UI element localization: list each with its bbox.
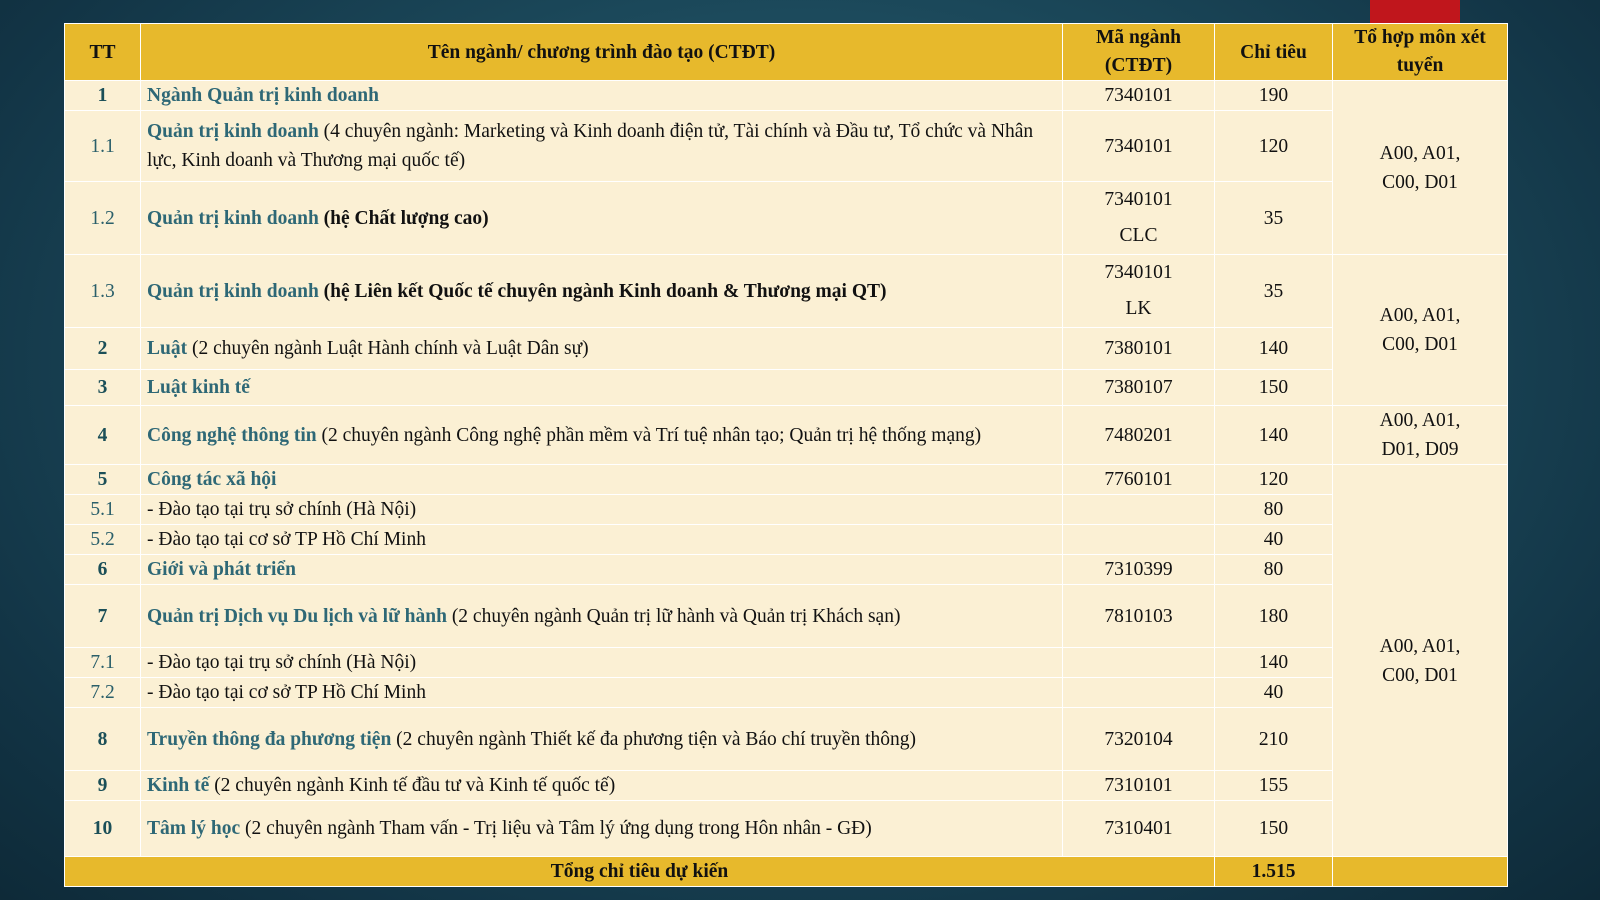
program-code-cell bbox=[1063, 255, 1215, 328]
program-cell bbox=[141, 328, 1063, 370]
program-quota: 210 bbox=[1215, 708, 1333, 771]
program-name: Công tác xã hội bbox=[147, 469, 277, 490]
table-row bbox=[65, 678, 1508, 708]
table-row bbox=[65, 771, 1508, 801]
table-row bbox=[65, 255, 1508, 328]
program-quota: 120 bbox=[1215, 111, 1333, 182]
header-subject-combo: Tổ hợp môn xét tuyển bbox=[1333, 24, 1508, 81]
program-quota: 140 bbox=[1215, 328, 1333, 370]
header-row bbox=[65, 24, 1508, 81]
subject-combo-line: C00, D01 bbox=[1382, 334, 1458, 355]
header-program-name: Tên ngành/ chương trình đào tạo (CTĐT) bbox=[141, 24, 1063, 81]
subject-combo-line: A00, A01, bbox=[1379, 142, 1461, 164]
row-number: 7.2 bbox=[65, 678, 141, 708]
program-name: Ngành Quản trị kinh doanh bbox=[147, 85, 379, 106]
program-cell bbox=[141, 255, 1063, 328]
row-number: 6 bbox=[65, 555, 141, 585]
row-number: 7 bbox=[65, 585, 141, 648]
total-label: Tổng chỉ tiêu dự kiến bbox=[65, 857, 1215, 887]
program-quota: 35 bbox=[1215, 182, 1333, 255]
program-cell bbox=[141, 648, 1063, 678]
program-name: Quản trị Dịch vụ Du lịch và lữ hành bbox=[147, 605, 447, 627]
program-cell bbox=[141, 801, 1063, 857]
program-code-suffix: CLC bbox=[1119, 225, 1158, 246]
program-description: - Đào tạo tại cơ sở TP Hồ Chí Minh bbox=[147, 529, 426, 550]
program-description: - Đào tạo tại trụ sở chính (Hà Nội) bbox=[147, 499, 417, 520]
program-name: Quản trị kinh doanh bbox=[147, 207, 319, 229]
table-row bbox=[65, 182, 1508, 255]
table-row bbox=[65, 801, 1508, 857]
program-cell bbox=[141, 525, 1063, 555]
program-description: (2 chuyên ngành Công nghệ phần mềm và Trí tuệ nhân tạo; Quản trị hệ thống mạng) bbox=[316, 424, 982, 446]
table-row bbox=[65, 406, 1508, 465]
table-row bbox=[65, 525, 1508, 555]
header-tt: TT bbox=[65, 24, 141, 81]
program-code bbox=[1063, 678, 1215, 708]
table-row bbox=[65, 465, 1508, 495]
program-cell bbox=[141, 771, 1063, 801]
row-number: 8 bbox=[65, 708, 141, 771]
table-row bbox=[65, 111, 1508, 182]
program-quota: 35 bbox=[1215, 255, 1333, 328]
program-description: - Đào tạo tại trụ sở chính (Hà Nội) bbox=[147, 652, 417, 673]
program-name: Công nghệ thông tin bbox=[147, 424, 317, 446]
table-row bbox=[65, 555, 1508, 585]
program-code-cell bbox=[1063, 182, 1215, 255]
program-code bbox=[1063, 648, 1215, 678]
program-description: (2 chuyên ngành Kinh tế đầu tư và Kinh tế quốc tế) bbox=[209, 775, 616, 796]
program-code: 7310399 bbox=[1063, 555, 1215, 585]
program-quota: 180 bbox=[1215, 585, 1333, 648]
subject-combo-line: A00, A01, bbox=[1379, 410, 1461, 431]
program-quota: 155 bbox=[1215, 771, 1333, 801]
row-number: 3 bbox=[65, 370, 141, 406]
program-name: Kinh tế bbox=[147, 775, 210, 796]
program-name: Luật bbox=[147, 338, 188, 359]
program-cell bbox=[141, 370, 1063, 406]
program-cell bbox=[141, 406, 1063, 465]
program-code: 7380101 bbox=[1063, 328, 1215, 370]
table-row bbox=[65, 708, 1508, 771]
program-code: 7480201 bbox=[1063, 406, 1215, 465]
program-description: (2 chuyên ngành Luật Hành chính và Luật Dân sự) bbox=[187, 338, 589, 359]
program-cell bbox=[141, 678, 1063, 708]
program-quota: 150 bbox=[1215, 370, 1333, 406]
program-cell bbox=[141, 111, 1063, 182]
program-code: 7320104 bbox=[1063, 708, 1215, 771]
subject-combo-cell bbox=[1333, 465, 1508, 857]
subject-combo-line: A00, A01, bbox=[1379, 305, 1461, 326]
program-code: 7310101 bbox=[1063, 771, 1215, 801]
row-number: 1.2 bbox=[65, 182, 141, 255]
subject-combo-line: D01, D09 bbox=[1381, 439, 1459, 460]
program-code-suffix: LK bbox=[1125, 298, 1152, 319]
program-description: (hệ Liên kết Quốc tế chuyên ngành Kinh doanh & Thương mại QT) bbox=[318, 280, 887, 302]
program-description: (2 chuyên ngành Thiết kế đa phương tiện và Báo chí truyền thông) bbox=[391, 728, 916, 750]
accent-tab bbox=[1370, 0, 1460, 24]
program-quota: 80 bbox=[1215, 495, 1333, 525]
table-row bbox=[65, 648, 1508, 678]
program-code bbox=[1063, 495, 1215, 525]
program-quota: 140 bbox=[1215, 406, 1333, 465]
program-code: 7310401 bbox=[1063, 801, 1215, 857]
program-name: Quản trị kinh doanh bbox=[147, 280, 319, 302]
program-code bbox=[1063, 525, 1215, 555]
program-name: Truyền thông đa phương tiện bbox=[147, 728, 392, 750]
subject-combo-cell bbox=[1333, 406, 1508, 465]
row-number: 1.1 bbox=[65, 111, 141, 182]
program-quota: 190 bbox=[1215, 81, 1333, 111]
program-name: Quản trị kinh doanh bbox=[147, 121, 319, 142]
subject-combo-line: C00, D01 bbox=[1382, 171, 1458, 193]
program-name: Giới và phát triển bbox=[147, 559, 296, 580]
admission-quota-table bbox=[64, 23, 1508, 887]
row-number: 5 bbox=[65, 465, 141, 495]
program-cell bbox=[141, 555, 1063, 585]
program-cell bbox=[141, 708, 1063, 771]
program-code: 7340101 bbox=[1104, 189, 1173, 210]
row-number: 5.2 bbox=[65, 525, 141, 555]
table-row bbox=[65, 495, 1508, 525]
table-row bbox=[65, 81, 1508, 111]
total-empty-cell bbox=[1333, 857, 1508, 887]
program-quota: 140 bbox=[1215, 648, 1333, 678]
row-number: 4 bbox=[65, 406, 141, 465]
program-description: (hệ Chất lượng cao) bbox=[318, 207, 489, 229]
program-cell bbox=[141, 81, 1063, 111]
program-cell bbox=[141, 182, 1063, 255]
program-quota: 80 bbox=[1215, 555, 1333, 585]
table-row bbox=[65, 585, 1508, 648]
program-code: 7380107 bbox=[1063, 370, 1215, 406]
program-description: (2 chuyên ngành Tham vấn - Trị liệu và Tâm lý ứng dụng trong Hôn nhân - GĐ) bbox=[240, 818, 872, 839]
program-cell bbox=[141, 585, 1063, 648]
program-code: 7340101 bbox=[1063, 81, 1215, 111]
program-description: (4 chuyên ngành: Marketing và Kinh doanh điện tử, Tài chính và Đầu tư, Tổ chức và Nhân lực, Kinh doanh và Thương mại quốc tế) bbox=[147, 121, 1034, 171]
program-code: 7760101 bbox=[1063, 465, 1215, 495]
program-code: 7810103 bbox=[1063, 585, 1215, 648]
table-row bbox=[65, 370, 1508, 406]
row-number: 7.1 bbox=[65, 648, 141, 678]
program-quota: 40 bbox=[1215, 678, 1333, 708]
program-name: Luật kinh tế bbox=[147, 377, 250, 398]
program-code: 7340101 bbox=[1063, 111, 1215, 182]
row-number: 1 bbox=[65, 81, 141, 111]
program-quota: 120 bbox=[1215, 465, 1333, 495]
program-quota: 150 bbox=[1215, 801, 1333, 857]
row-number: 1.3 bbox=[65, 255, 141, 328]
program-description: - Đào tạo tại cơ sở TP Hồ Chí Minh bbox=[147, 682, 426, 703]
row-number: 2 bbox=[65, 328, 141, 370]
header-quota: Chỉ tiêu bbox=[1215, 24, 1333, 81]
row-number: 10 bbox=[65, 801, 141, 857]
total-row bbox=[65, 857, 1508, 887]
subject-combo-line: C00, D01 bbox=[1382, 664, 1458, 686]
table-row bbox=[65, 328, 1508, 370]
program-quota: 40 bbox=[1215, 525, 1333, 555]
program-code: 7340101 bbox=[1104, 262, 1173, 283]
program-name: Tâm lý học bbox=[147, 818, 241, 839]
subject-combo-cell bbox=[1333, 81, 1508, 255]
program-cell bbox=[141, 495, 1063, 525]
program-cell bbox=[141, 465, 1063, 495]
program-description: (2 chuyên ngành Quản trị lữ hành và Quản trị Khách sạn) bbox=[446, 605, 901, 627]
header-program-code: Mã ngành (CTĐT) bbox=[1063, 24, 1215, 81]
row-number: 9 bbox=[65, 771, 141, 801]
total-value: 1.515 bbox=[1215, 857, 1333, 887]
subject-combo-line: A00, A01, bbox=[1379, 635, 1461, 657]
subject-combo-cell bbox=[1333, 255, 1508, 406]
row-number: 5.1 bbox=[65, 495, 141, 525]
